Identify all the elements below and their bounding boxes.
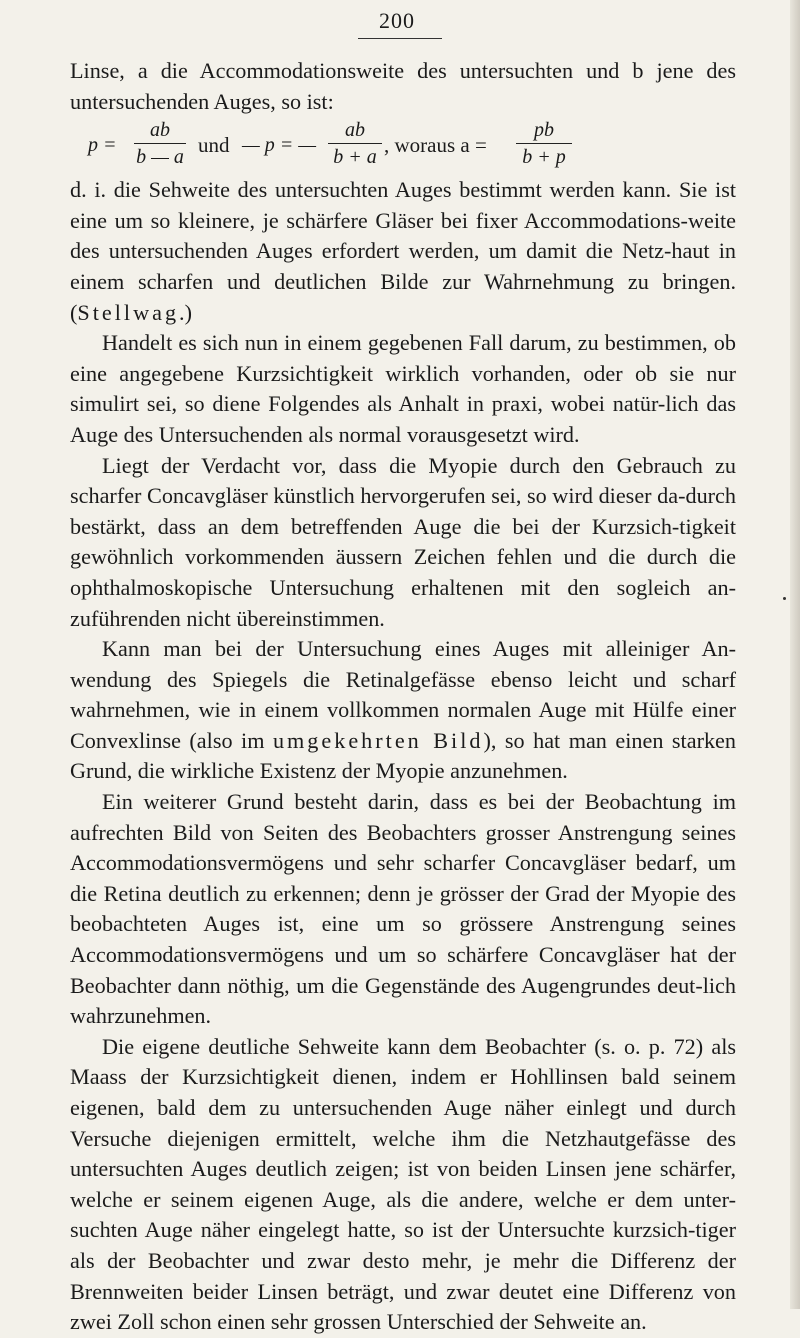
formula-minus-p: — p = —: [242, 134, 317, 157]
fraction-1-numerator: ab: [150, 119, 170, 142]
page-edge-shadow: [790, 0, 800, 1309]
paragraph-1-lead: Linse, a die Accommodationsweite des untersuchten und b jene des untersuchenden Auges, so ist:: [70, 58, 736, 114]
emphasis-umgekehrten-bild: umgekehrten Bild: [272, 727, 484, 753]
paragraph-1-end: .): [179, 299, 192, 325]
fraction-1: [132, 117, 188, 170]
paragraph-1-continuation: [70, 175, 736, 328]
paragraph-4: [70, 634, 736, 787]
paragraph-2: Handelt es sich nun in einem gegebenen Fall darum, zu bestimmen, ob eine angegebene Kurzsichtigkeit wirklich vorhanden, oder ob sie nur simulirt sei, so diene Folgendes als Anhalt in praxi, wobei natür-lich das Auge des Untersuchenden als normal vorausgesetzt wird.: [70, 330, 736, 447]
fraction-2: [326, 117, 384, 170]
body-text: [70, 56, 736, 1338]
fraction-3-numerator: pb: [534, 119, 554, 142]
paragraph-6: Die eigene deutliche Sehweite kann dem Beobachter (s. o. p. 72) als Maass der Kurzsichtigkeit dienen, indem er Hohllinsen bald seinem eigenen, bald dem zu untersuchenden Auge näher einlegt und durch Versuche diejenigen ermittelt, welche ihm die Netzhautgefässe des untersuchten Auges deutlich zeigen; ist von beiden Linsen jene schärfer, welche er seinem eigenen Auge, als die andere, welche er dem unter-suchten Auge näher eingelegt hatte, so ist der Untersuchte kurzsich-tiger als der Beobachter und zwar desto mehr, je mehr die Differenz der Brennweiten beider Linsen beträgt, und zwar deutet eine Differenz von zwei Zoll schon einen sehr grossen Unterschied der Sehweite an.: [70, 1033, 736, 1335]
formula-woraus: , woraus a =: [384, 133, 487, 158]
paragraph-1-text: d. i. die Sehweite des untersuchten Auges bestimmt werden kann. Sie ist eine um so kleinere, je schärfere Gläser bei fixer Accommodations-weite des untersuchenden Auges erfordert werden, um damit die Netz-haut in einem scharfen und deutlichen Bilde zur Wahrnehmung zu bringen. (: [70, 177, 736, 325]
paragraph-5: Ein weiterer Grund besteht darin, dass es bei der Beobachtung im aufrechten Bild von Seiten des Beobachters grosser Anstrengung seines Accommodationsvermögens und sehr scharfer Concavgläser bedarf, um die Retina deutlich zu erkennen; denn je grösser der Grad der Myopie des beobachteten Auges ist, eine um so grössere Anstrengung seines Accommodationsvermögens und um so schärfere Concavgläser hat der Beobachter dann nöthig, um die Gegenstände des Augengrundes deut-lich wahrzunehmen.: [70, 789, 736, 1029]
margin-mark: [783, 597, 786, 600]
fraction-3-denominator: b + p: [522, 146, 566, 169]
page-number: 200: [379, 8, 415, 33]
fraction-1-denominator: b — a: [136, 146, 184, 169]
formula-und: und: [198, 133, 230, 158]
author-citation: Stellwag: [77, 299, 180, 325]
fraction-2-denominator: b + a: [333, 146, 377, 169]
paragraph-3: Liegt der Verdacht vor, dass die Myopie durch den Gebrauch zu scharfer Concavgläser künstlich hervorgerufen sei, so wird dieser da-durch bestärkt, dass an dem betreffenden Auge die bei der Kurzsich-tigkeit gewöhnlich vorkommenden äussern Zeichen fehlen und die durch die ophthalmoskopische Untersuchung erhaltenen mit den sogleich an-zuführenden nicht übereinstimmen.: [70, 452, 736, 631]
formula: [70, 117, 736, 175]
page-number-rule: [358, 38, 442, 39]
fraction-3: [514, 117, 574, 170]
fraction-2-numerator: ab: [345, 119, 365, 142]
formula-p-equals: p =: [88, 134, 117, 157]
paragraph-4-end: ), so hat man einen starken Grund, die wirkliche Existenz der Myopie anzunehmen.: [70, 727, 736, 784]
paragraph-4-text: Kann man bei der Untersuchung eines Auges mit alleiniger An-wendung des Spiegels die Retinalgefässe ebenso leicht und scharf wahrnehmen, wie in einem vollkommen normalen Auge mit Hülfe einer Convexlinse (also im: [70, 636, 736, 753]
